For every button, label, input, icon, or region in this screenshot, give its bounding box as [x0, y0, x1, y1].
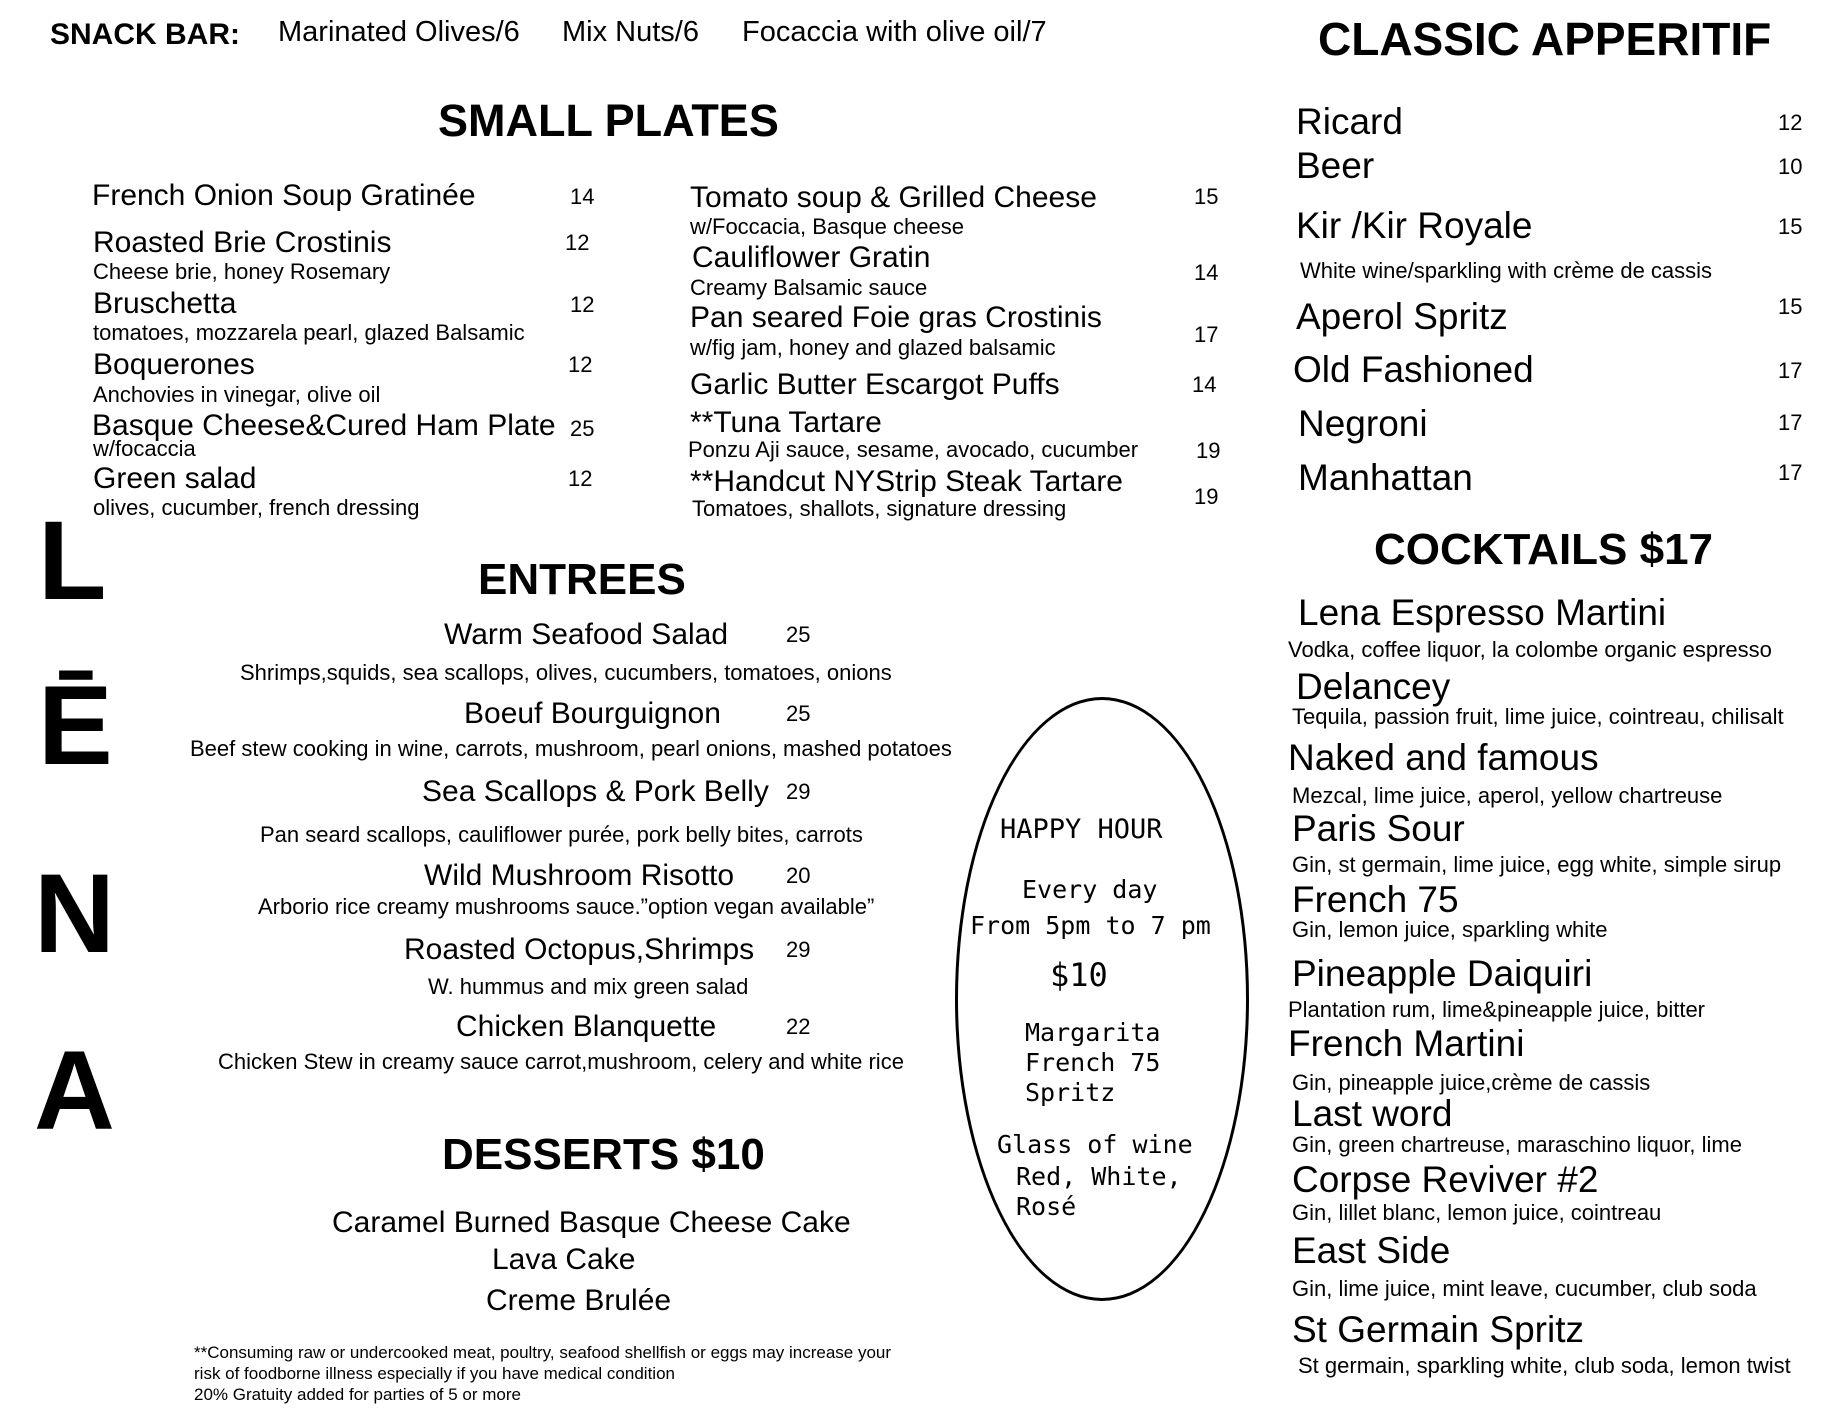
small-plate-price: 14	[1192, 372, 1217, 397]
cocktail-name: French Martini	[1288, 1023, 1525, 1064]
apperitif-price: 15	[1778, 294, 1803, 319]
small-plate-desc: Ponzu Aji sauce, sesame, avocado, cucumber	[688, 437, 1139, 462]
cocktail-name: Paris Sour	[1292, 808, 1465, 849]
entree-price: 20	[786, 863, 811, 888]
entree-desc: Beef stew cooking in wine, carrots, mushroom, pearl onions, mashed potatoes	[190, 736, 952, 761]
entree-name: Wild Mushroom Risotto	[424, 859, 735, 892]
cocktail-desc: Mezcal, lime juice, aperol, yellow chartreuse	[1292, 783, 1723, 808]
apperitif-desc: White wine/sparkling with crème de cassis	[1300, 258, 1713, 283]
small-plate-desc: w/fig jam, honey and glazed balsamic	[690, 335, 1056, 360]
small-plates-title: SMALL PLATES	[438, 95, 779, 146]
small-plate-price: 12	[568, 466, 593, 491]
happy-hour-drink: Margarita	[1025, 1018, 1161, 1047]
small-plate-name: Basque Cheese&Cured Ham Plate	[92, 409, 556, 442]
happy-hour-drink: French 75	[1025, 1048, 1161, 1077]
apperitif-name: Beer	[1296, 145, 1375, 186]
cocktail-name: Pineapple Daiquiri	[1292, 953, 1593, 994]
entree-name: Chicken Blanquette	[456, 1010, 717, 1043]
entree-price: 25	[786, 701, 811, 726]
snack-bar-label: SNACK BAR:	[50, 18, 240, 51]
small-plate-name: Cauliflower Gratin	[692, 241, 931, 274]
happy-hour-price: $10	[1050, 956, 1108, 994]
lena-letter-e: Ē	[38, 663, 113, 788]
lena-letter-l: L	[38, 498, 107, 623]
small-plate-price: 14	[1194, 260, 1219, 285]
cocktail-desc: Gin, pineapple juice,crème de cassis	[1292, 1070, 1651, 1095]
entree-name: Boeuf Bourguignon	[464, 697, 721, 730]
small-plate-price: 12	[570, 292, 595, 317]
small-plate-name: **Handcut NYStrip Steak Tartare	[690, 465, 1123, 498]
small-plate-name: Garlic Butter Escargot Puffs	[690, 368, 1060, 401]
cocktail-name: Corpse Reviver #2	[1292, 1159, 1599, 1200]
cocktail-desc: St germain, sparkling white, club soda, lemon twist	[1298, 1353, 1791, 1378]
happy-hour-drink: Spritz	[1025, 1078, 1116, 1107]
entree-desc: Pan seard scallops, cauliflower purée, pork belly bites, carrots	[260, 822, 863, 847]
small-plate-name: French Onion Soup Gratinée	[92, 179, 476, 212]
dessert-item: Lava Cake	[492, 1243, 636, 1276]
cocktail-name: French 75	[1292, 879, 1459, 920]
entree-price: 29	[786, 779, 811, 804]
apperitif-name: Old Fashioned	[1293, 349, 1534, 390]
apperitif-name: Aperol Spritz	[1296, 296, 1508, 337]
small-plate-price: 19	[1196, 438, 1221, 463]
apperitif-price: 12	[1778, 110, 1803, 135]
cocktail-desc: Gin, lemon juice, sparkling white	[1292, 917, 1608, 942]
disclaimer-line: 20% Gratuity added for parties of 5 or more	[194, 1385, 521, 1404]
small-plate-name: Roasted Brie Crostinis	[93, 226, 392, 259]
cocktail-name: East Side	[1292, 1230, 1451, 1271]
happy-hour-wine: Rosé	[1016, 1192, 1077, 1221]
apperitif-name: Negroni	[1298, 403, 1428, 444]
disclaimer-line: **Consuming raw or undercooked meat, poultry, seafood shellfish or eggs may increase your	[194, 1343, 892, 1362]
happy-hour-line: Every day	[1022, 875, 1158, 904]
cocktail-name: Naked and famous	[1288, 737, 1599, 778]
small-plate-price: 19	[1194, 484, 1219, 509]
disclaimer-line: risk of foodborne illness especially if you have medical condition	[194, 1364, 675, 1383]
small-plate-name: Bruschetta	[93, 287, 237, 320]
dessert-item: Caramel Burned Basque Cheese Cake	[332, 1206, 851, 1239]
entree-desc: Chicken Stew in creamy sauce carrot,mushroom, celery and white rice	[218, 1049, 904, 1074]
dessert-item: Creme Brulée	[486, 1284, 672, 1317]
small-plate-name: Pan seared Foie gras Crostinis	[690, 301, 1102, 334]
small-plate-desc: Cheese brie, honey Rosemary	[93, 259, 391, 284]
cocktail-desc: Gin, lime juice, mint leave, cucumber, club soda	[1292, 1276, 1757, 1301]
happy-hour-oval	[955, 697, 1249, 1301]
apperitif-name: Ricard	[1296, 101, 1403, 142]
small-plate-name: **Tuna Tartare	[690, 406, 882, 439]
cocktail-name: Last word	[1292, 1093, 1453, 1134]
small-plate-name: Green salad	[93, 462, 257, 495]
apperitif-price: 17	[1778, 358, 1803, 383]
small-plate-price: 25	[570, 416, 595, 441]
cocktail-desc: Tequila, passion fruit, lime juice, cointreau, chilisalt	[1292, 704, 1784, 729]
lena-letter-a: A	[34, 1028, 115, 1153]
cocktail-desc: Gin, lillet blanc, lemon juice, cointreau	[1292, 1200, 1662, 1225]
desserts-title: DESSERTS $10	[442, 1130, 765, 1179]
small-plate-price: 14	[570, 184, 595, 209]
apperitif-price: 17	[1778, 460, 1803, 485]
small-plate-desc: Creamy Balsamic sauce	[690, 275, 928, 300]
small-plate-name: Tomato soup & Grilled Cheese	[690, 181, 1097, 214]
entree-name: Warm Seafood Salad	[444, 618, 729, 651]
entree-desc: Arborio rice creamy mushrooms sauce.”option vegan available”	[258, 894, 875, 919]
happy-hour-title: HAPPY HOUR	[1000, 814, 1163, 845]
snack-item-nuts: Mix Nuts/6	[562, 16, 699, 48]
small-plate-desc: olives, cucumber, french dressing	[93, 495, 420, 520]
small-plate-desc: tomatoes, mozzarela pearl, glazed Balsamic	[93, 320, 525, 345]
lena-letter-n: N	[34, 851, 115, 976]
happy-hour-line: From 5pm to 7 pm	[970, 911, 1211, 940]
cocktail-desc: Gin, st germain, lime juice, egg white, simple sirup	[1292, 852, 1782, 877]
entree-name: Sea Scallops & Pork Belly	[422, 775, 769, 808]
small-plate-desc: Tomatoes, shallots, signature dressing	[692, 496, 1067, 521]
cocktails-title: COCKTAILS $17	[1374, 525, 1714, 574]
apperitif-price: 17	[1778, 410, 1803, 435]
small-plate-name: Boquerones	[93, 348, 255, 381]
entree-name: Roasted Octopus,Shrimps	[404, 933, 755, 966]
apperitif-title: CLASSIC APPERITIF	[1318, 13, 1772, 65]
entrees-title: ENTREES	[478, 555, 686, 604]
small-plate-desc: w/focaccia	[93, 436, 196, 461]
cocktail-desc: Vodka, coffee liquor, la colombe organic espresso	[1288, 637, 1772, 662]
small-plate-price: 12	[568, 352, 593, 377]
entree-price: 25	[786, 622, 811, 647]
small-plate-price: 15	[1194, 184, 1219, 209]
apperitif-price: 10	[1778, 154, 1803, 179]
snack-item-focaccia: Focaccia with olive oil/7	[742, 16, 1047, 48]
happy-hour-wine-title: Glass of wine	[997, 1130, 1193, 1159]
small-plate-desc: Anchovies in vinegar, olive oil	[93, 382, 381, 407]
happy-hour-wine: Red, White,	[1016, 1162, 1182, 1191]
apperitif-name: Manhattan	[1298, 457, 1473, 498]
entree-desc: W. hummus and mix green salad	[428, 974, 749, 999]
apperitif-price: 15	[1778, 214, 1803, 239]
small-plate-price: 12	[565, 230, 590, 255]
small-plate-price: 17	[1194, 322, 1219, 347]
entree-desc: Shrimps,squids, sea scallops, olives, cucumbers, tomatoes, onions	[240, 660, 892, 685]
cocktail-name: St Germain Spritz	[1292, 1309, 1584, 1350]
cocktail-name: Delancey	[1296, 666, 1451, 707]
apperitif-name: Kir /Kir Royale	[1296, 205, 1533, 246]
cocktail-name: Lena Espresso Martini	[1298, 592, 1667, 633]
entree-price: 29	[786, 937, 811, 962]
small-plate-desc: w/Foccacia, Basque cheese	[690, 214, 964, 239]
cocktail-desc: Plantation rum, lime&pineapple juice, bitter	[1288, 997, 1706, 1022]
cocktail-desc: Gin, green chartreuse, maraschino liquor, lime	[1292, 1132, 1742, 1157]
snack-item-olives: Marinated Olives/6	[278, 16, 520, 48]
entree-price: 22	[786, 1014, 811, 1039]
